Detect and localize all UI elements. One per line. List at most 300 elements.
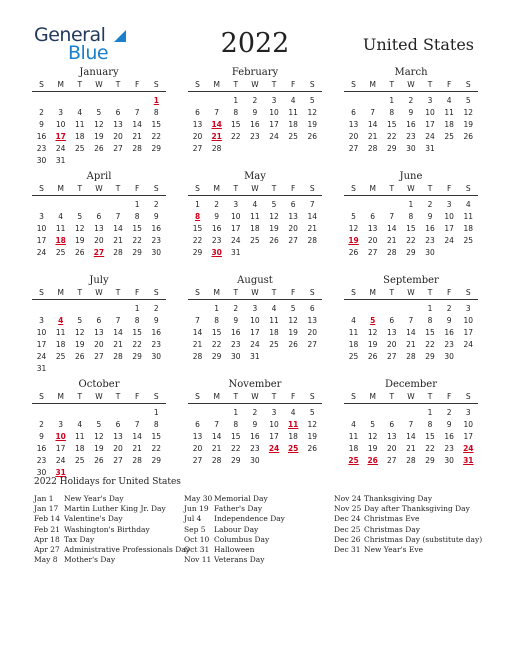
month-name: December	[384, 379, 438, 390]
holiday-item	[334, 545, 482, 555]
day-cell: 7	[214, 420, 220, 429]
holiday-date: Dec 31	[334, 545, 361, 555]
holiday-date: Jul 4	[184, 514, 202, 524]
day-cell: 16	[250, 120, 260, 129]
day-cell: 3	[39, 316, 44, 325]
day-cell: 16	[211, 224, 222, 233]
weekday-header	[188, 391, 322, 404]
day-cell: 11	[250, 212, 260, 221]
day-cell: 24	[425, 132, 435, 141]
day-cell: 4	[290, 96, 296, 105]
week-row	[32, 363, 166, 375]
day-cell: 10	[250, 316, 260, 325]
day-cell	[363, 95, 382, 107]
day-cell: 22	[425, 340, 435, 349]
day-cell: 4	[252, 200, 258, 209]
day-cell: 9	[408, 108, 414, 117]
day-cell: 8	[389, 108, 395, 117]
week-row	[32, 211, 166, 223]
holiday-date: Dec 24	[334, 514, 361, 524]
day-cell: 28	[113, 352, 123, 361]
day-cell: 17	[444, 224, 454, 233]
day-cell	[382, 303, 401, 315]
weekday-label: F	[135, 392, 140, 401]
week-row	[188, 235, 322, 247]
day-cell: 17	[425, 120, 435, 129]
day-cell: 5	[309, 408, 315, 417]
day-cell: 7	[408, 316, 414, 325]
day-cell: 2	[252, 408, 258, 417]
day-cell: 2	[214, 200, 220, 209]
day-cell: 26	[463, 132, 474, 141]
day-cell: 18	[348, 444, 359, 453]
day-cell: 30	[36, 156, 47, 165]
day-cell	[245, 143, 264, 155]
day-cell	[32, 95, 51, 107]
holiday-day: 8	[194, 212, 201, 221]
week-row	[344, 143, 478, 155]
day-cell: 18	[463, 224, 474, 233]
week-row	[344, 339, 478, 351]
day-cell: 26	[94, 456, 104, 465]
day-cell	[363, 303, 382, 315]
week-row	[188, 407, 322, 419]
day-cell: 1	[408, 200, 414, 209]
week-row	[32, 119, 166, 131]
weekday-label: W	[251, 80, 259, 89]
day-cell: 9	[252, 108, 258, 117]
day-cell: 9	[446, 420, 452, 429]
day-cell	[344, 407, 363, 419]
week-row	[188, 95, 322, 107]
day-cell: 30	[36, 468, 47, 477]
day-cell: 19	[269, 224, 279, 233]
day-cell: 10	[425, 108, 435, 117]
day-cell: 12	[94, 120, 104, 129]
holiday-day: 25	[348, 456, 359, 465]
day-cell: 15	[132, 328, 142, 337]
day-cell: 3	[271, 408, 277, 417]
weekday-label: S	[39, 288, 44, 297]
day-cell: 25	[463, 236, 474, 245]
weekday-label: S	[309, 392, 315, 401]
week-row	[32, 419, 166, 431]
day-cell: 2	[233, 304, 239, 313]
week-row	[188, 107, 322, 119]
day-cell: 16	[36, 444, 47, 453]
day-cell: 13	[113, 120, 123, 129]
day-cell: 22	[192, 236, 203, 245]
holiday-date: Nov 11	[184, 555, 212, 565]
day-cell: 5	[370, 420, 376, 429]
day-cell: 22	[231, 444, 241, 453]
holiday-day: 11	[287, 420, 299, 429]
day-cell: 6	[195, 420, 200, 429]
week-row	[188, 315, 322, 327]
day-cell: 15	[387, 120, 397, 129]
day-cell: 6	[96, 316, 102, 325]
day-cell: 6	[195, 108, 200, 117]
day-cell: 21	[132, 444, 142, 453]
day-cell: 19	[75, 236, 85, 245]
weekday-label: M	[57, 288, 64, 297]
day-cell: 3	[446, 200, 452, 209]
weekday-label: T	[427, 392, 433, 401]
day-cell: 30	[231, 352, 241, 361]
day-cell: 11	[348, 328, 359, 337]
day-cell: 23	[36, 456, 47, 465]
week-row	[32, 351, 166, 363]
holiday-name: New Year's Eve	[364, 545, 424, 555]
day-cell: 9	[153, 316, 159, 325]
holiday-date: Dec 26	[334, 534, 361, 544]
day-cell: 24	[36, 248, 47, 257]
day-cell: 20	[94, 340, 104, 349]
day-cell: 26	[269, 236, 279, 245]
day-cell: 7	[370, 108, 376, 117]
day-cell	[265, 455, 284, 467]
weekday-label: T	[233, 184, 239, 193]
day-cell: 20	[387, 340, 397, 349]
day-cell: 10	[463, 420, 474, 429]
day-cell: 19	[288, 328, 298, 337]
day-cell: 18	[269, 328, 279, 337]
holiday-item	[34, 535, 190, 545]
weekday-header	[188, 79, 322, 92]
day-cell: 14	[406, 432, 416, 441]
week-row	[188, 131, 322, 143]
day-cell	[440, 143, 459, 155]
day-cell: 31	[250, 352, 260, 361]
day-cell: 1	[427, 304, 433, 313]
week-row	[188, 351, 322, 363]
day-cell: 16	[151, 224, 162, 233]
day-cell: 24	[36, 352, 47, 361]
weekday-label: T	[271, 184, 277, 193]
week-row	[188, 199, 322, 211]
day-cell: 14	[113, 328, 123, 337]
holiday-date: May 30	[184, 494, 213, 503]
day-cell: 29	[211, 352, 222, 361]
day-cell: 10	[269, 420, 279, 429]
holiday-name: Labour Day	[214, 524, 259, 534]
day-cell: 15	[192, 224, 203, 233]
day-cell	[109, 303, 128, 315]
weekday-label: F	[291, 184, 296, 193]
day-cell: 22	[151, 444, 162, 453]
day-cell	[89, 363, 108, 375]
weekday-label: M	[369, 80, 376, 89]
day-cell: 20	[94, 236, 104, 245]
month-name: February	[231, 67, 279, 78]
holiday-date: Jan 17	[34, 504, 59, 514]
day-cell: 8	[153, 420, 159, 429]
holiday-name: New Year's Day	[64, 494, 124, 503]
holiday-day: 1	[153, 96, 159, 105]
weekday-header	[32, 183, 166, 196]
month-september	[344, 274, 478, 363]
day-cell: 13	[288, 212, 298, 221]
day-cell: 18	[288, 432, 298, 441]
day-cell	[70, 199, 89, 211]
week-row	[188, 211, 322, 223]
day-cell: 7	[309, 200, 315, 209]
day-cell: 11	[444, 108, 454, 117]
day-cell: 30	[425, 248, 435, 257]
month-october	[32, 378, 166, 479]
day-cell: 20	[367, 236, 378, 245]
week-row	[344, 95, 478, 107]
day-cell: 10	[36, 328, 47, 337]
day-cell: 1	[233, 408, 239, 417]
week-row	[32, 155, 166, 167]
day-cell: 11	[55, 328, 66, 337]
weekday-label: W	[95, 80, 103, 89]
day-cell: 5	[465, 96, 471, 105]
weekday-label: S	[153, 392, 159, 401]
day-cell: 5	[290, 304, 296, 313]
day-cell: 5	[351, 212, 356, 221]
day-cell: 3	[233, 200, 239, 209]
weekday-header	[344, 287, 478, 300]
day-cell: 12	[75, 224, 85, 233]
weekday-label: T	[77, 288, 83, 297]
day-cell	[459, 351, 478, 363]
month-name: May	[244, 171, 266, 182]
week-row	[344, 211, 478, 223]
day-cell: 22	[406, 236, 416, 245]
holiday-column	[334, 494, 482, 555]
day-cell: 22	[132, 340, 142, 349]
day-cell: 28	[387, 248, 397, 257]
day-cell: 8	[134, 316, 140, 325]
day-cell: 24	[55, 456, 66, 465]
day-cell	[303, 143, 322, 155]
month-name: October	[78, 379, 120, 390]
day-cell: 20	[192, 444, 203, 453]
holiday-date: Nov 24	[334, 494, 362, 503]
day-cell: 30	[444, 456, 454, 465]
day-cell	[128, 363, 147, 375]
day-cell	[284, 247, 303, 259]
day-cell: 3	[465, 304, 471, 313]
day-cell: 8	[408, 212, 414, 221]
week-row	[32, 235, 166, 247]
week-row	[32, 95, 166, 107]
country-label: United States	[362, 35, 474, 54]
day-cell	[51, 95, 70, 107]
weekday-label: T	[389, 80, 395, 89]
holiday-item	[184, 504, 285, 514]
day-cell: 29	[151, 144, 162, 153]
weekday-label: S	[39, 80, 44, 89]
weekday-label: T	[271, 288, 277, 297]
day-cell: 9	[446, 316, 452, 325]
day-cell: 25	[269, 340, 279, 349]
day-cell	[109, 199, 128, 211]
weekday-label: M	[213, 80, 220, 89]
day-cell	[89, 155, 108, 167]
day-cell: 15	[425, 328, 435, 337]
day-cell: 26	[75, 352, 85, 361]
day-cell: 3	[271, 96, 277, 105]
day-cell: 7	[214, 108, 220, 117]
day-cell: 14	[211, 432, 222, 441]
holiday-name: Thanksgiving Day	[364, 494, 433, 503]
day-cell: 2	[427, 200, 433, 209]
day-cell	[303, 455, 322, 467]
day-cell: 21	[367, 132, 378, 141]
day-cell: 25	[55, 352, 66, 361]
day-cell: 4	[58, 212, 64, 221]
day-cell: 16	[151, 328, 162, 337]
month-november	[188, 378, 322, 467]
day-cell: 27	[288, 236, 298, 245]
day-cell: 2	[39, 420, 44, 429]
day-cell: 6	[290, 200, 296, 209]
day-cell: 28	[211, 144, 222, 153]
holiday-item	[184, 545, 285, 555]
weekday-label: M	[213, 184, 220, 193]
day-cell: 10	[231, 212, 241, 221]
day-cell: 29	[231, 456, 241, 465]
day-cell: 3	[427, 96, 433, 105]
week-row	[188, 443, 322, 455]
holiday-date: Jan 1	[34, 494, 54, 503]
week-row	[188, 327, 322, 339]
day-cell: 23	[250, 132, 260, 141]
day-cell: 15	[231, 432, 241, 441]
month-february	[188, 66, 322, 155]
day-cell	[147, 363, 166, 375]
day-cell: 5	[77, 316, 83, 325]
day-cell: 30	[406, 144, 416, 153]
weekday-label: S	[351, 80, 356, 89]
weekday-label: M	[57, 80, 64, 89]
day-cell	[89, 95, 108, 107]
day-cell: 16	[444, 432, 454, 441]
day-cell: 19	[94, 132, 104, 141]
day-cell	[89, 199, 108, 211]
day-cell: 1	[427, 408, 433, 417]
day-cell	[440, 247, 459, 259]
day-cell	[401, 407, 420, 419]
holiday-day: 27	[93, 248, 105, 257]
day-cell: 20	[192, 132, 203, 141]
day-cell: 7	[134, 108, 140, 117]
weekday-label: S	[195, 288, 200, 297]
weekday-label: T	[427, 288, 433, 297]
day-cell	[51, 407, 70, 419]
day-cell	[265, 351, 284, 363]
day-cell: 16	[444, 328, 454, 337]
week-row	[32, 431, 166, 443]
day-cell: 17	[250, 328, 260, 337]
day-cell	[89, 303, 108, 315]
day-cell: 17	[269, 120, 279, 129]
day-cell	[188, 95, 207, 107]
day-cell: 23	[425, 236, 435, 245]
day-cell: 25	[444, 132, 454, 141]
day-cell: 7	[195, 316, 200, 325]
day-cell: 15	[132, 224, 142, 233]
week-row	[344, 247, 478, 259]
day-cell: 9	[233, 316, 239, 325]
week-row	[344, 107, 478, 119]
weekday-label: F	[447, 184, 452, 193]
day-cell: 29	[132, 248, 142, 257]
day-cell	[226, 143, 245, 155]
week-row	[32, 223, 166, 235]
weekday-header	[344, 391, 478, 404]
holiday-name: Christmas Day	[364, 524, 420, 534]
day-cell: 2	[153, 200, 159, 209]
day-cell: 9	[427, 212, 433, 221]
day-cell: 29	[151, 456, 162, 465]
week-row	[32, 327, 166, 339]
weekday-label: T	[115, 80, 121, 89]
week-row	[188, 143, 322, 155]
day-cell: 13	[367, 224, 378, 233]
day-cell: 21	[113, 340, 123, 349]
holiday-column	[34, 494, 190, 565]
day-cell: 28	[367, 144, 378, 153]
day-cell: 4	[77, 420, 83, 429]
weekday-label: F	[447, 392, 452, 401]
holiday-item	[334, 494, 482, 504]
holiday-item	[184, 514, 285, 524]
day-cell: 23	[444, 340, 454, 349]
holiday-date: Oct 31	[184, 545, 210, 555]
day-cell: 28	[132, 456, 142, 465]
month-name: July	[89, 275, 109, 286]
day-cell: 12	[269, 212, 279, 221]
day-cell: 14	[367, 120, 378, 129]
day-cell: 18	[55, 340, 66, 349]
day-cell: 16	[36, 132, 47, 141]
day-cell: 25	[75, 456, 85, 465]
holiday-name: Father's Day	[214, 504, 263, 514]
weekday-label: S	[39, 184, 44, 193]
weekday-label: S	[309, 288, 315, 297]
day-cell: 13	[387, 328, 397, 337]
holiday-date: Apr 27	[34, 545, 60, 555]
day-cell	[128, 95, 147, 107]
day-cell: 21	[406, 340, 416, 349]
day-cell: 28	[307, 236, 318, 245]
day-cell: 26	[348, 248, 359, 257]
day-cell: 24	[231, 236, 241, 245]
weekday-label: M	[213, 392, 220, 401]
day-cell: 10	[269, 108, 279, 117]
week-row	[188, 119, 322, 131]
holiday-day: 25	[287, 444, 299, 453]
day-cell: 16	[231, 328, 241, 337]
day-cell: 30	[151, 248, 162, 257]
day-cell: 2	[252, 96, 258, 105]
day-cell: 10	[55, 120, 66, 129]
day-cell: 5	[96, 420, 102, 429]
holiday-item	[34, 545, 190, 555]
day-cell: 23	[151, 236, 162, 245]
holiday-day: 31	[463, 456, 474, 465]
day-cell: 20	[307, 328, 318, 337]
day-cell	[70, 303, 89, 315]
day-cell: 13	[307, 316, 318, 325]
day-cell: 24	[269, 132, 279, 141]
holiday-day: 19	[348, 236, 359, 245]
month-name: January	[79, 67, 119, 78]
